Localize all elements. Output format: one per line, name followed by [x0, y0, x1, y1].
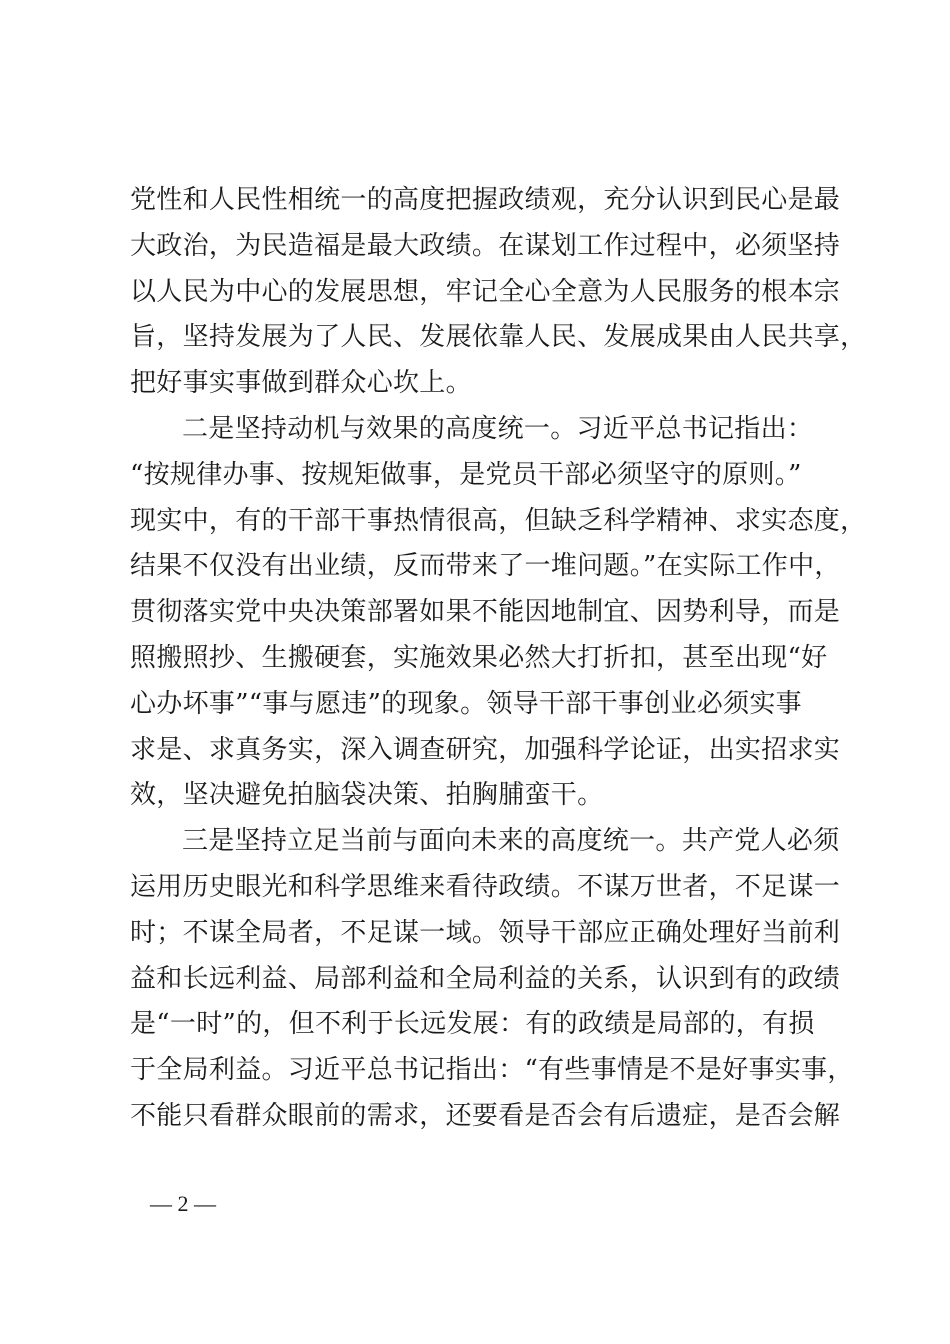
- text-line: 以人民为中心的发展思想，牢记全心全意为人民服务的根本宗: [130, 276, 841, 307]
- text-line: 心办坏事”“事与愿违”的现象。领导干部干事创业必须实事: [130, 688, 802, 719]
- paragraph-two-start: 二是坚持动机与效果的高度统一。习近平总书记指出：: [182, 413, 814, 444]
- text-line: 是“一时”的，但不利于长远发展：有的政绩是局部的，有损: [130, 1009, 815, 1040]
- text-line: 党性和人民性相统一的高度把握政绩观，充分认识到民心是最: [130, 185, 841, 215]
- text-line: 照搬照抄、生搬硬套，实施效果必然大打折扣，甚至出现“好: [130, 642, 828, 673]
- text-line: 益和长远利益、局部利益和全局利益的关系，认识到有的政绩: [130, 963, 841, 994]
- text-line: 运用历史眼光和科学思维来看待政绩。不谋万世者，不足谋一: [130, 871, 841, 902]
- text-line: 效，坚决避免拍脑袋决策、拍胸脯蛮干。: [130, 780, 604, 811]
- text-line: 结果不仅没有出业绩，反而带来了一堆问题。”在实际工作中，: [130, 551, 841, 582]
- paragraph-three-start: 三是坚持立足当前与面向未来的高度统一。共产党人必须: [182, 826, 840, 857]
- text-line: 大政治，为民造福是最大政绩。在谋划工作过程中，必须坚持: [130, 230, 841, 261]
- text-line: 贯彻落实党中央决策部署如果不能因地制宜、因势利导，而是: [130, 597, 841, 628]
- body-text: [130, 178, 867, 1140]
- text-line: 现实中，有的干部干事热情很高，但缺乏科学精神、求实态度，: [130, 505, 867, 536]
- text-line: “按规律办事、按规矩做事，是党员干部必须坚守的原则。”: [130, 459, 802, 490]
- text-line: 把好事实事做到群众心坎上。: [130, 368, 472, 399]
- text-line: 不能只看群众眼前的需求，还要看是否会有后遗症，是否会解: [130, 1100, 841, 1131]
- text-line: 求是、求真务实，深入调查研究，加强科学论证，出实招求实: [130, 734, 841, 765]
- text-line: 旨，坚持发展为了人民、发展依靠人民、发展成果由人民共享，: [130, 322, 867, 353]
- page-number: — 2 —: [150, 1191, 216, 1216]
- text-line: 时；不谋全局者，不足谋一域。领导干部应正确处理好当前利: [130, 917, 841, 948]
- text-line: 于全局利益。习近平总书记指出：“有些事情是不是好事实事，: [130, 1055, 854, 1086]
